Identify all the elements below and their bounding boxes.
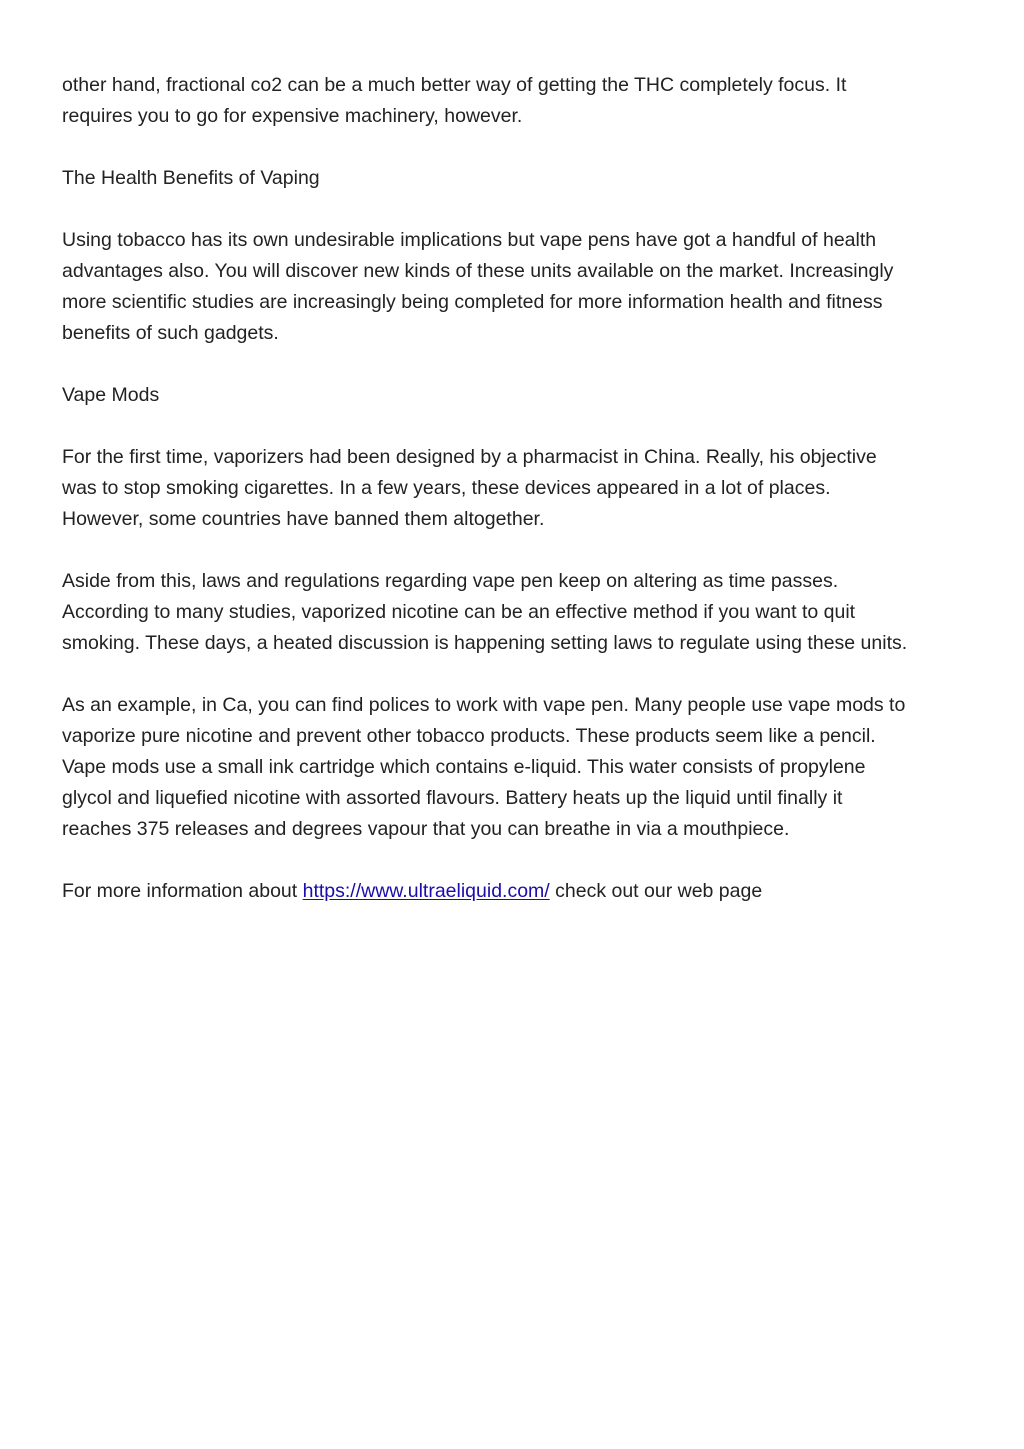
text-line: Aside from this, laws and regulations regarding vape pen keep on altering as time passes. [62,570,839,592]
document-body [62,70,982,938]
paragraph-intro [62,70,982,132]
text-line: Using tobacco has its own undesirable implications but vape pens have got a handful of health [62,229,877,251]
closing-prefix: For more information about [62,880,303,902]
paragraph-regulations [62,566,982,659]
text-line: According to many studies, vaporized nicotine can be an effective method if you want to quit [62,601,856,623]
text-line: glycol and liquefied nicotine with assorted flavours. Battery heats up the liquid until finally it [62,787,843,809]
paragraph-example [62,690,982,845]
text-line: was to stop smoking cigarettes. In a few years, these devices appeared in a lot of places. [62,477,831,499]
text-line: vaporize pure nicotine and prevent other tobacco products. These products seem like a pencil. [62,725,876,747]
text-line: other hand, fractional co2 can be a much better way of getting the THC completely focus. It [62,74,847,96]
text-line: As an example, in Ca, you can find polices to work with vape pen. Many people use vape mods to [62,694,906,716]
website-link[interactable]: https://www.ultraeliquid.com/ [302,880,550,902]
paragraph-closing [62,876,982,907]
section-heading-vape-mods [62,380,982,411]
paragraph-health-benefits [62,225,982,349]
text-line: reaches 375 releases and degrees vapour that you can breathe in via a mouthpiece. [62,818,790,840]
closing-suffix: check out our web page [549,880,763,902]
text-line: For the first time, vaporizers had been designed by a pharmacist in China. Really, his objective [62,446,877,468]
text-line: advantages also. You will discover new kinds of these units available on the market. Increasingly [62,260,894,282]
heading-text: The Health Benefits of Vaping [62,167,320,189]
section-heading-health-benefits [62,163,982,194]
text-line: Vape mods use a small ink cartridge which contains e-liquid. This water consists of propylene [62,756,866,778]
text-line: more scientific studies are increasingly being completed for more information health and fitness [62,291,883,313]
paragraph-history [62,442,982,535]
text-line: requires you to go for expensive machinery, however. [62,105,523,127]
text-line: However, some countries have banned them altogether. [62,508,545,530]
heading-text: Vape Mods [62,384,160,406]
text-line: benefits of such gadgets. [62,322,279,344]
text-line: smoking. These days, a heated discussion is happening setting laws to regulate using these units. [62,632,908,654]
